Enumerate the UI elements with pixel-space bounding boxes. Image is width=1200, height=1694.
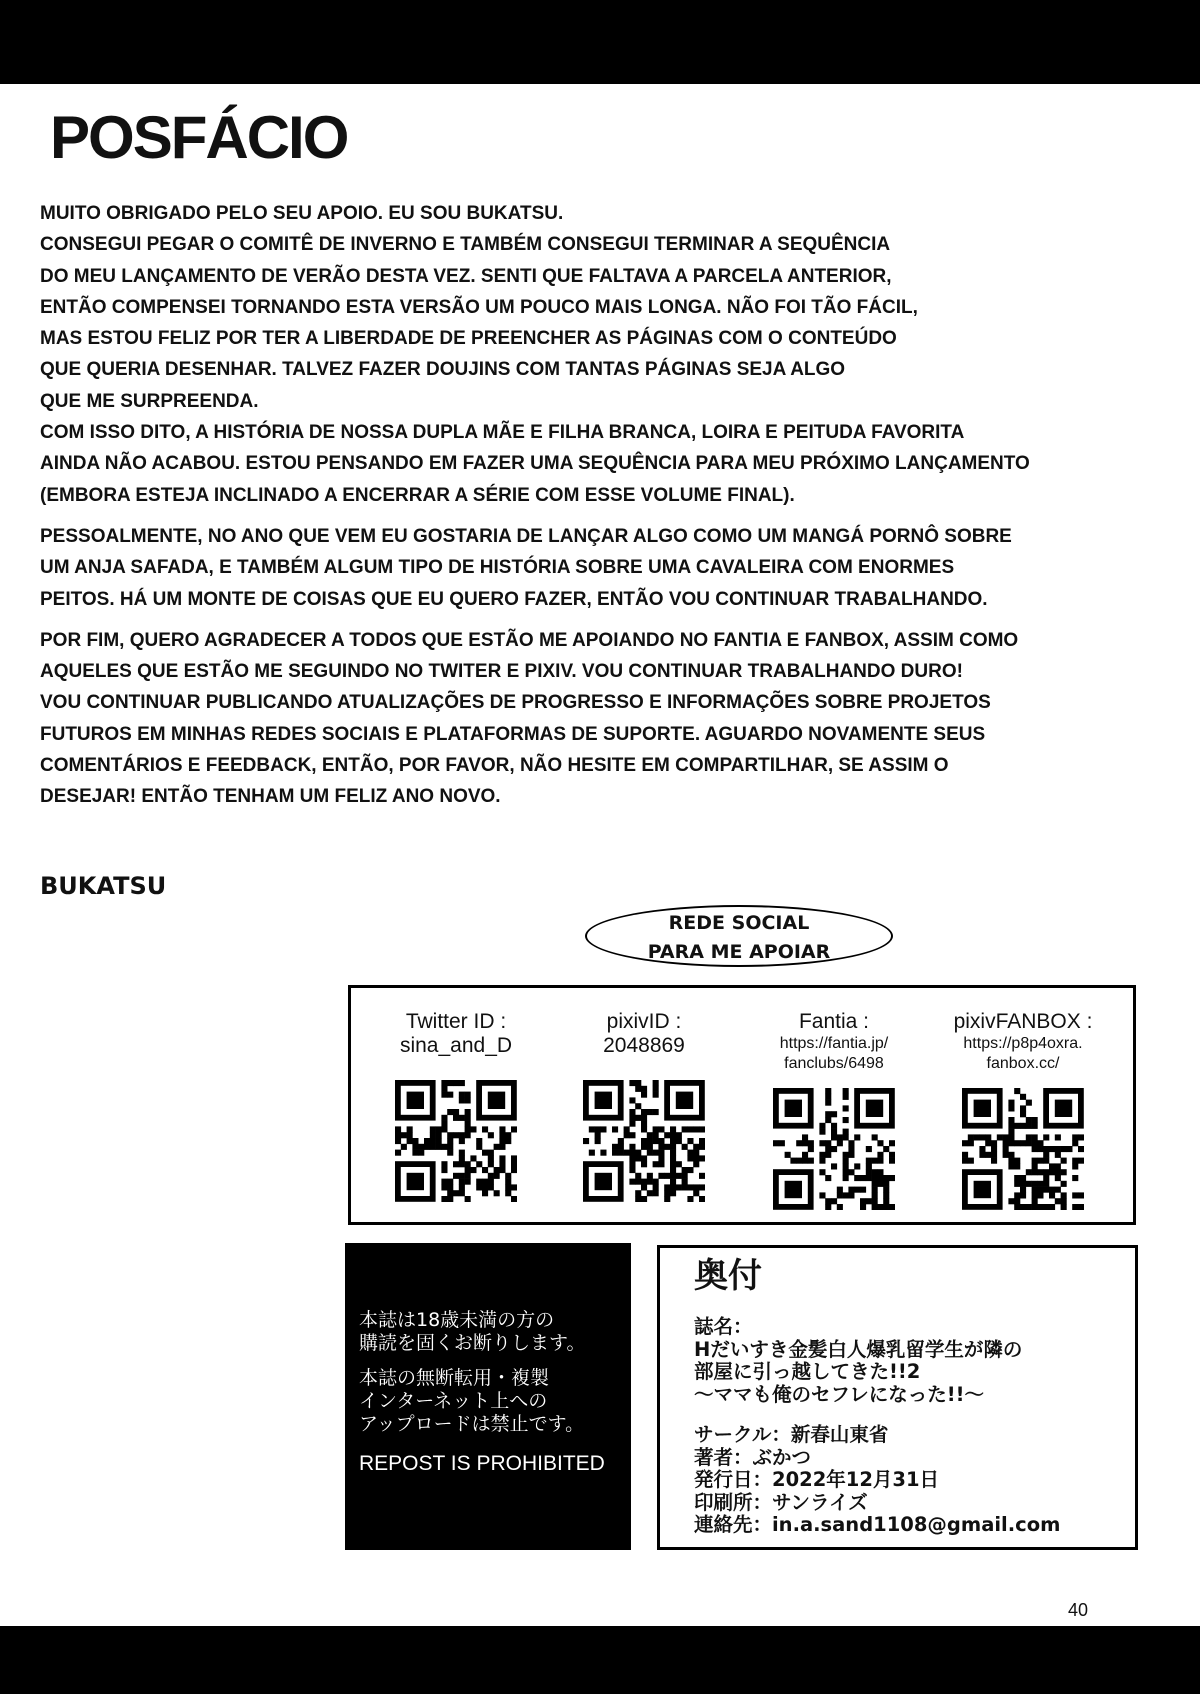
- paragraph: [40, 687, 1170, 812]
- contact-detail: 連絡先：in.a.sand1108@gmail.com: [694, 1513, 1061, 1536]
- paragraph: [40, 417, 1170, 511]
- paragraph-line: AINDA NÃO ACABOU. ESTOU PENSANDO EM FAZER UMA SEQUÊNCIA PARA MEU PRÓXIMO LANÇAMENTO: [40, 453, 1030, 475]
- paragraph-line: QUE QUERIA DESENHAR. TALVEZ FAZER DOUJINS COM TANTAS PÁGINAS SEJA ALGO: [40, 359, 846, 381]
- title-line: Hだいすき金髪白人爆乳留学生が隣の: [694, 1337, 1023, 1361]
- social-value: fanclubs/6498: [784, 1055, 884, 1072]
- social-link: [928, 1010, 1118, 1210]
- warning-line: 本誌は18歳未満の方の: [359, 1309, 555, 1331]
- colophon-box: [657, 1245, 1138, 1550]
- title-line: 〜ママも俺のセフレになった!!〜: [694, 1382, 985, 1406]
- title-line: 部屋に引っ越してきた!!2: [694, 1360, 921, 1383]
- social-heading-line: REDE SOCIAL: [668, 912, 810, 934]
- qr-code-icon[interactable]: [962, 1088, 1084, 1210]
- paragraph-line: CONSEGUI PEGAR O COMITÊ DE INVERNO E TAMBÉM CONSEGUI TERMINAR A SEQUÊNCIA: [40, 234, 891, 256]
- social-value: https://p8p4oxra.: [963, 1035, 1083, 1052]
- warning-line: 本誌の無断転用・複製: [359, 1367, 550, 1389]
- social-label: pixivFANBOX :: [953, 1010, 1093, 1033]
- social-link: [549, 1010, 739, 1202]
- social-value: 2048869: [603, 1034, 685, 1057]
- paragraph-line: UM ANJA SAFADA, E TAMBÉM ALGUM TIPO DE HISTÓRIA SOBRE UMA CAVALEIRA COM ENORMES: [40, 557, 955, 579]
- warning-line: インターネット上への: [359, 1390, 548, 1412]
- paragraph-line: PEITOS. HÁ UM MONTE DE COISAS QUE EU QUERO FAZER, ENTÃO VOU CONTINUAR TRABALHANDO.: [40, 588, 988, 610]
- social-label: Twitter ID :: [405, 1010, 507, 1033]
- paragraph-line: MUITO OBRIGADO PELO SEU APOIO. EU SOU BUKATSU.: [40, 203, 564, 224]
- paragraph-line: AQUELES QUE ESTÃO ME SEGUINDO NO TWITER E PIXIV. VOU CONTINUAR TRABALHANDO DURO!: [40, 661, 963, 683]
- signature: BUKATSU: [40, 872, 167, 900]
- paragraph-line: PESSOALMENTE, NO ANO QUE VEM EU GOSTARIA DE LANÇAR ALGO COMO UM MANGÁ PORNÔ SOBRE: [40, 525, 1012, 547]
- colophon-heading: 奥付: [694, 1256, 762, 1296]
- date-detail: 発行日：2022年12月31日: [694, 1468, 940, 1491]
- social-value: fanbox.cc/: [986, 1055, 1060, 1072]
- qr-code-icon[interactable]: [583, 1080, 705, 1202]
- paragraph: [40, 521, 1170, 615]
- qr-code-icon[interactable]: [773, 1088, 895, 1210]
- paragraph: [40, 229, 1170, 417]
- warning-line: 購読を固くお断りします。: [359, 1332, 586, 1354]
- social-label: Fantia :: [798, 1010, 870, 1033]
- social-label: pixivID :: [606, 1010, 682, 1033]
- paragraph-line: QUE ME SURPREENDA.: [40, 390, 259, 412]
- title-label: 誌名：: [694, 1315, 753, 1338]
- warning-line: アップロードは禁止です。: [359, 1413, 585, 1435]
- repost-notice: REPOST IS PROHIBITED: [359, 1452, 605, 1475]
- qr-code-icon[interactable]: [395, 1080, 517, 1202]
- paragraph-line: DO MEU LANÇAMENTO DE VERÃO DESTA VEZ. SENTI QUE FALTAVA A PARCELA ANTERIOR,: [40, 265, 892, 287]
- printer-detail: 印刷所：サンライズ: [694, 1490, 868, 1514]
- paragraph: [40, 198, 1170, 229]
- page-title: POSFÁCIO: [50, 104, 348, 171]
- author-detail: 著者：ぶかつ: [694, 1445, 812, 1469]
- social-value: sina_and_D: [399, 1034, 513, 1057]
- paragraph-line: COMENTÁRIOS E FEEDBACK, ENTÃO, POR FAVOR, NÃO HESITE EM COMPARTILHAR, SE ASSIM O: [40, 755, 949, 777]
- social-link: [361, 1010, 551, 1202]
- top-border: [0, 0, 1200, 84]
- social-links-box: [348, 985, 1136, 1225]
- paragraph-line: MAS ESTOU FELIZ POR TER A LIBERDADE DE PREENCHER AS PÁGINAS COM O CONTEÚDO: [40, 328, 897, 350]
- paragraph-line: COM ISSO DITO, A HISTÓRIA DE NOSSA DUPLA MÃE E FILHA BRANCA, LOIRA E PEITUDA FAVORITA: [40, 422, 965, 444]
- paragraph-line: (EMBORA ESTEJA INCLINADO A ENCERRAR A SÉRIE COM ESSE VOLUME FINAL).: [40, 484, 795, 506]
- social-heading: [585, 905, 893, 967]
- social-value: https://fantia.jp/: [779, 1035, 889, 1052]
- bottom-border: [0, 1626, 1200, 1694]
- paragraph-line: VOU CONTINUAR PUBLICANDO ATUALIZAÇÕES DE PROGRESSO E INFORMAÇÕES SOBRE PROJETOS: [40, 692, 991, 714]
- social-heading-line: PARA ME APOIAR: [647, 941, 831, 963]
- afterword-body: [40, 198, 1170, 813]
- age-warning-box: [345, 1243, 631, 1550]
- paragraph-line: DESEJAR! ENTÃO TENHAM UM FELIZ ANO NOVO.: [40, 786, 501, 808]
- paragraph: [40, 625, 1170, 688]
- paragraph-line: POR FIM, QUERO AGRADECER A TODOS QUE ESTÃO ME APOIANDO NO FANTIA E FANBOX, ASSIM COMO: [40, 629, 1019, 651]
- social-link: [739, 1010, 929, 1210]
- paragraph-line: FUTUROS EM MINHAS REDES SOCIAIS E PLATAFORMAS DE SUPORTE. AGUARDO NOVAMENTE SEUS: [40, 723, 986, 745]
- circle-detail: サークル：新春山東省: [694, 1423, 889, 1446]
- paragraph-line: ENTÃO COMPENSEI TORNANDO ESTA VERSÃO UM POUCO MAIS LONGA. NÃO FOI TÃO FÁCIL,: [40, 296, 918, 318]
- page-number: 40: [1068, 1600, 1089, 1620]
